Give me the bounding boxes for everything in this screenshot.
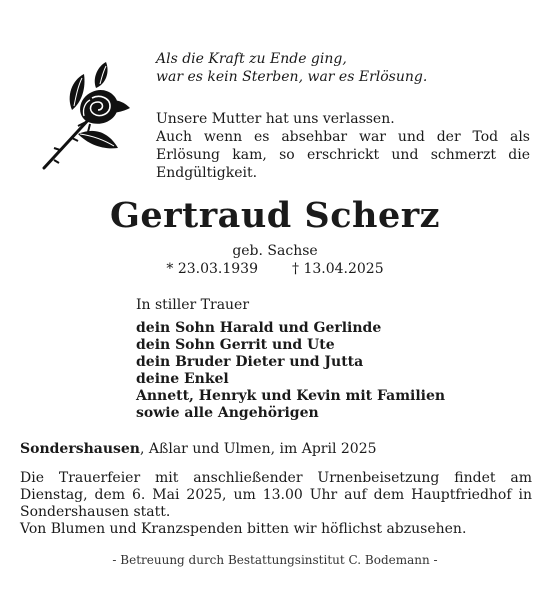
intro-line-1: Unsere Mutter hat uns verlassen. xyxy=(156,111,395,127)
flowers-text: Von Blumen und Kranzspenden bitten wir höflichst abzusehen. xyxy=(20,521,467,537)
quote-line-1: Als die Kraft zu Ende ging, xyxy=(156,51,347,67)
life-dates xyxy=(0,260,550,278)
birth-date: * 23.03.1939 xyxy=(166,261,258,277)
funeral-home-footer: - Betreuung durch Bestattungsinstitut C. Bodemann - xyxy=(112,553,438,567)
intro-line-2: Auch wenn es absehbar war und der Tod als Erlösung kam, so erschrickt und schmerzt die Endgültigkeit. xyxy=(156,129,530,181)
rose-icon xyxy=(38,56,138,172)
deceased-name: Gertraud Scherz xyxy=(109,195,441,236)
funeral-info xyxy=(20,470,532,538)
quote-line-2: war es kein Sterben, war es Erlösung. xyxy=(156,69,428,85)
mourner-item: dein Bruder Dieter und Jutta xyxy=(136,354,364,370)
funeral-text: Die Trauerfeier mit anschließender Urnenbeisetzung findet am Dienstag, dem 6. Mai 2025, um 13.00 Uhr auf dem Hauptfriedhof in Sondershausen statt. xyxy=(20,470,532,520)
mourners-list xyxy=(136,320,445,422)
mourner-item: sowie alle Angehörigen xyxy=(136,405,319,421)
quote xyxy=(156,50,427,86)
place-city: Sondershausen xyxy=(20,441,140,457)
mourner-item: Annett, Henryk und Kevin mit Familien xyxy=(136,388,446,404)
place-date-line xyxy=(20,440,377,458)
mourning-heading: In stiller Trauer xyxy=(136,297,250,313)
death-date: † 13.04.2025 xyxy=(292,261,384,277)
maiden-name: geb. Sachse xyxy=(232,243,318,259)
mourner-item: deine Enkel xyxy=(136,371,229,387)
mourner-item: dein Sohn Gerrit und Ute xyxy=(136,337,335,353)
mourner-item: dein Sohn Harald und Gerlinde xyxy=(136,320,382,336)
intro-text xyxy=(156,110,530,182)
place-rest: , Aßlar und Ulmen, im April 2025 xyxy=(139,441,377,457)
